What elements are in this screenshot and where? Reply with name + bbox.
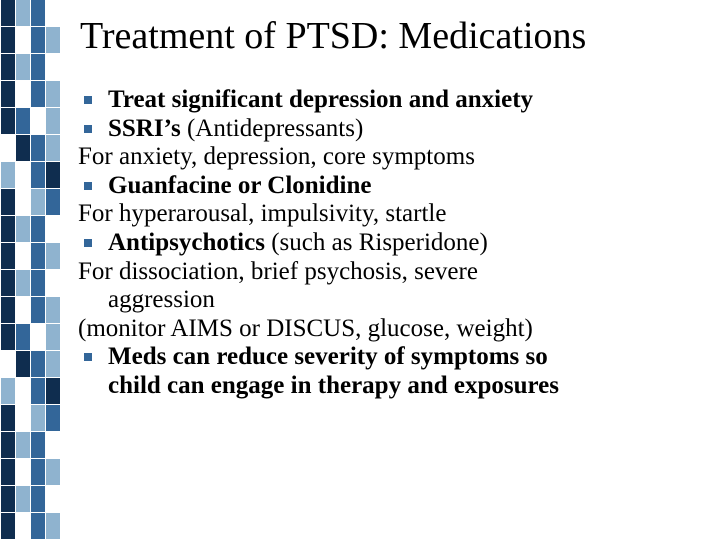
stripe-block: [31, 54, 45, 80]
stripe-block: [31, 513, 45, 539]
stripe-block: [31, 81, 45, 107]
stripe-block: [31, 108, 45, 134]
stripe-block: [31, 270, 45, 296]
stripe-block: [16, 135, 30, 161]
stripe-block: [16, 162, 30, 188]
stripe-block: [16, 297, 30, 323]
stripe-block: [46, 351, 60, 377]
stripe-block: [16, 54, 30, 80]
slide-title: Treatment of PTSD: Medications: [80, 15, 587, 57]
bullet-item: SSRI’s (Antidepressants): [78, 115, 708, 144]
stripe-block: [16, 432, 30, 458]
stripe-block: [31, 459, 45, 485]
stripe-block: [1, 108, 15, 134]
square-bullet-icon: [84, 96, 92, 104]
stripe-block: [46, 108, 60, 134]
square-bullet-icon: [84, 182, 92, 190]
stripe-block: [16, 324, 30, 350]
stripe-block: [16, 216, 30, 242]
stripe-block: [16, 270, 30, 296]
stripe-block: [46, 135, 60, 161]
stripe-block: [46, 513, 60, 539]
stripe-block: [31, 405, 45, 431]
stripe-block: [1, 162, 15, 188]
square-bullet-icon: [84, 239, 92, 247]
stripe-block: [31, 189, 45, 215]
stripe-block: [46, 486, 60, 512]
plain-line: (monitor AIMS or DISCUS, glucose, weight): [78, 314, 533, 342]
stripe-block: [16, 378, 30, 404]
stripe-block: [1, 486, 15, 512]
stripe-block: [1, 189, 15, 215]
stripe-block: [16, 27, 30, 53]
stripe-block: [1, 351, 15, 377]
bullet-item: Meds can reduce severity of symptoms so: [78, 343, 708, 372]
stripe-block: [16, 81, 30, 107]
stripe-block: [31, 216, 45, 242]
stripe-block: [1, 135, 15, 161]
stripe-block: [1, 324, 15, 350]
stripe-block: [31, 432, 45, 458]
decorative-stripe: [0, 0, 62, 540]
stripe-block: [46, 189, 60, 215]
bullet-item: Antipsychotics (such as Risperidone): [78, 229, 708, 258]
stripe-block: [16, 189, 30, 215]
stripe-block: [16, 486, 30, 512]
plain-line: For hyperarousal, impulsivity, startle: [78, 200, 447, 228]
stripe-block: [46, 0, 60, 26]
stripe-block: [1, 216, 15, 242]
stripe-block: [1, 459, 15, 485]
stripe-block: [46, 243, 60, 269]
stripe-block: [1, 81, 15, 107]
stripe-block: [46, 324, 60, 350]
stripe-block: [31, 297, 45, 323]
stripe-block: [31, 243, 45, 269]
square-bullet-icon: [84, 353, 92, 361]
stripe-block: [1, 513, 15, 539]
stripe-block: [31, 324, 45, 350]
stripe-block: [31, 0, 45, 26]
stripe-block: [16, 351, 30, 377]
stripe-block: [46, 297, 60, 323]
stripe-block: [46, 216, 60, 242]
stripe-block: [1, 297, 15, 323]
stripe-block: [31, 378, 45, 404]
stripe-block: [46, 378, 60, 404]
stripe-block: [16, 0, 30, 26]
bullet-item: Guanfacine or Clonidine: [78, 172, 708, 201]
stripe-block: [1, 432, 15, 458]
stripe-block: [16, 459, 30, 485]
stripe-block: [46, 162, 60, 188]
plain-line: For dissociation, brief psychosis, severe: [78, 257, 478, 285]
stripe-block: [31, 351, 45, 377]
stripe-block: [1, 54, 15, 80]
plain-line: For anxiety, depression, core symptoms: [78, 143, 475, 171]
stripe-block: [1, 0, 15, 26]
stripe-block: [16, 108, 30, 134]
stripe-block: [46, 81, 60, 107]
square-bullet-icon: [84, 125, 92, 133]
stripe-block: [16, 405, 30, 431]
stripe-block: [1, 405, 15, 431]
stripe-block: [1, 243, 15, 269]
stripe-block: [46, 27, 60, 53]
stripe-block: [16, 513, 30, 539]
stripe-block: [46, 54, 60, 80]
stripe-block: [31, 486, 45, 512]
stripe-block: [16, 243, 30, 269]
stripe-block: [1, 27, 15, 53]
continuation-line: aggression: [108, 286, 215, 314]
slide-body: [78, 86, 708, 401]
continuation-line: child can engage in therapy and exposures: [108, 371, 559, 399]
stripe-block: [31, 162, 45, 188]
bullet-item: Treat significant depression and anxiety: [78, 86, 708, 115]
stripe-block: [31, 135, 45, 161]
stripe-block: [46, 405, 60, 431]
stripe-block: [46, 432, 60, 458]
stripe-block: [1, 378, 15, 404]
stripe-block: [1, 270, 15, 296]
stripe-block: [31, 27, 45, 53]
stripe-block: [46, 459, 60, 485]
stripe-block: [46, 270, 60, 296]
